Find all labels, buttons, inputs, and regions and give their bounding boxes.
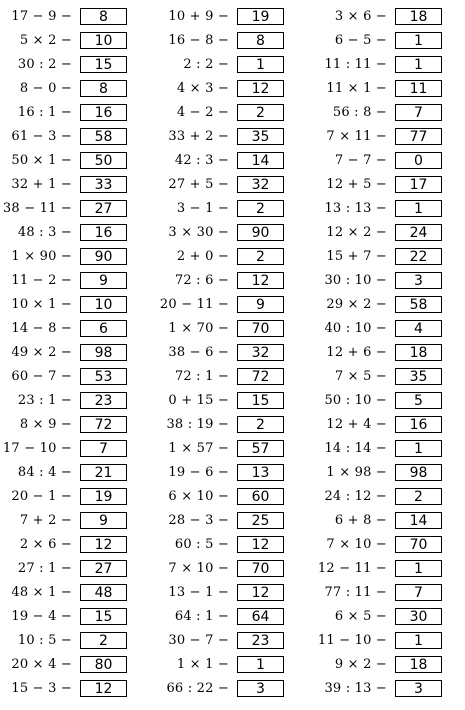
problem-expression: 1 × 70 −: [168, 321, 229, 336]
problem-row: [0, 6, 150, 30]
answer-box: 18: [395, 344, 442, 361]
problem-expression: 6 − 5 −: [334, 33, 387, 48]
problem-expression: 12 − 11 −: [317, 561, 387, 576]
problem-row: [315, 54, 465, 78]
problem-expression: 1 × 57 −: [168, 441, 229, 456]
problem-row: [157, 102, 307, 126]
answer-box: 12: [80, 680, 127, 697]
answer-box: 1: [395, 200, 442, 217]
problem-expression: 7 × 10 −: [326, 537, 387, 552]
problem-expression: 10 + 9 −: [168, 9, 229, 24]
problem-row: [315, 126, 465, 150]
problem-expression: 8 − 0 −: [19, 81, 72, 96]
problem-row: [0, 198, 150, 222]
problem-expression: 14 − 8 −: [11, 321, 72, 336]
problem-expression: 48 × 1 −: [11, 585, 72, 600]
answer-box: 98: [80, 344, 127, 361]
problem-expression: 7 + 2 −: [19, 513, 72, 528]
problem-column-1: [0, 6, 150, 702]
answer-box: 60: [237, 488, 284, 505]
answer-box: 2: [395, 488, 442, 505]
problem-expression: 28 − 3 −: [168, 513, 229, 528]
problem-row: [315, 102, 465, 126]
answer-box: 32: [237, 344, 284, 361]
problem-expression: 6 × 5 −: [334, 609, 387, 624]
problem-row: [0, 54, 150, 78]
problem-expression: 7 × 11 −: [326, 129, 387, 144]
answer-box: 2: [237, 104, 284, 121]
problem-row: [0, 294, 150, 318]
problem-expression: 84 : 4 −: [17, 465, 72, 480]
problem-expression: 2 : 2 −: [183, 57, 229, 72]
problem-expression: 1 × 1 −: [176, 657, 229, 672]
problem-expression: 4 × 3 −: [176, 81, 229, 96]
answer-box: 3: [395, 680, 442, 697]
problem-row: [0, 414, 150, 438]
answer-box: 9: [237, 296, 284, 313]
answer-box: 50: [80, 152, 127, 169]
problem-row: [157, 462, 307, 486]
answer-box: 0: [395, 152, 442, 169]
problem-expression: 11 : 11 −: [324, 57, 387, 72]
problem-row: [315, 6, 465, 30]
problem-row: [315, 438, 465, 462]
answer-box: 80: [80, 656, 127, 673]
problem-expression: 16 − 8 −: [168, 33, 229, 48]
problem-row: [315, 414, 465, 438]
problem-expression: 10 : 5 −: [17, 633, 72, 648]
problem-row: [157, 558, 307, 582]
problem-row: [0, 462, 150, 486]
answer-box: 3: [237, 680, 284, 697]
answer-box: 70: [395, 536, 442, 553]
problem-row: [315, 534, 465, 558]
problem-row: [0, 102, 150, 126]
problem-expression: 32 + 1 −: [11, 177, 72, 192]
problem-row: [157, 582, 307, 606]
problem-row: [157, 606, 307, 630]
answer-box: 16: [395, 416, 442, 433]
answer-box: 15: [237, 392, 284, 409]
answer-box: 14: [237, 152, 284, 169]
answer-box: 23: [237, 632, 284, 649]
problem-expression: 24 : 12 −: [324, 489, 387, 504]
problem-expression: 30 : 2 −: [17, 57, 72, 72]
problem-expression: 23 : 1 −: [17, 393, 72, 408]
problem-row: [157, 414, 307, 438]
problem-row: [315, 366, 465, 390]
problem-row: [315, 462, 465, 486]
problem-expression: 3 × 30 −: [168, 225, 229, 240]
problem-expression: 56 : 8 −: [332, 105, 387, 120]
answer-box: 48: [80, 584, 127, 601]
problem-row: [0, 270, 150, 294]
problem-row: [315, 294, 465, 318]
answer-box: 90: [80, 248, 127, 265]
problem-row: [0, 438, 150, 462]
problem-column-3: [315, 6, 465, 702]
answer-box: 1: [395, 32, 442, 49]
problem-row: [0, 582, 150, 606]
problem-expression: 3 × 6 −: [334, 9, 387, 24]
problem-expression: 12 + 4 −: [326, 417, 387, 432]
problem-row: [315, 390, 465, 414]
answer-box: 4: [395, 320, 442, 337]
problem-row: [157, 438, 307, 462]
problem-expression: 3 − 1 −: [176, 201, 229, 216]
answer-box: 58: [80, 128, 127, 145]
problem-expression: 77 : 11 −: [324, 585, 387, 600]
problem-expression: 7 × 5 −: [334, 369, 387, 384]
problem-row: [0, 654, 150, 678]
problem-expression: 72 : 1 −: [174, 369, 229, 384]
problem-expression: 8 × 9 −: [19, 417, 72, 432]
problem-expression: 38 − 11 −: [2, 201, 72, 216]
problem-expression: 14 : 14 −: [324, 441, 387, 456]
answer-box: 72: [80, 416, 127, 433]
answer-box: 2: [237, 416, 284, 433]
problem-expression: 38 − 6 −: [168, 345, 229, 360]
problem-row: [0, 486, 150, 510]
problem-row: [315, 150, 465, 174]
answer-box: 72: [237, 368, 284, 385]
problem-expression: 66 : 22 −: [166, 681, 229, 696]
answer-box: 98: [395, 464, 442, 481]
answer-box: 2: [237, 248, 284, 265]
answer-box: 12: [237, 272, 284, 289]
answer-box: 2: [237, 200, 284, 217]
answer-box: 35: [237, 128, 284, 145]
answer-box: 90: [237, 224, 284, 241]
answer-box: 15: [80, 56, 127, 73]
problem-expression: 20 − 1 −: [11, 489, 72, 504]
problem-row: [157, 222, 307, 246]
problem-expression: 15 − 3 −: [11, 681, 72, 696]
problem-expression: 20 × 4 −: [11, 657, 72, 672]
problem-row: [157, 486, 307, 510]
problem-expression: 13 : 13 −: [324, 201, 387, 216]
answer-box: 1: [237, 56, 284, 73]
answer-box: 12: [80, 536, 127, 553]
problem-expression: 17 − 10 −: [2, 441, 72, 456]
answer-box: 7: [395, 584, 442, 601]
problem-row: [157, 30, 307, 54]
answer-box: 7: [80, 440, 127, 457]
problem-expression: 40 : 10 −: [324, 321, 387, 336]
problem-expression: 15 + 7 −: [326, 249, 387, 264]
problem-row: [0, 510, 150, 534]
answer-box: 1: [395, 560, 442, 577]
answer-box: 10: [80, 32, 127, 49]
problem-row: [315, 510, 465, 534]
problem-row: [315, 582, 465, 606]
answer-box: 1: [395, 632, 442, 649]
problem-row: [0, 126, 150, 150]
answer-box: 77: [395, 128, 442, 145]
problem-expression: 39 : 13 −: [324, 681, 387, 696]
answer-box: 27: [80, 560, 127, 577]
problem-row: [157, 510, 307, 534]
answer-box: 19: [237, 8, 284, 25]
problem-row: [315, 270, 465, 294]
answer-box: 3: [395, 272, 442, 289]
answer-box: 21: [80, 464, 127, 481]
problem-expression: 6 + 8 −: [334, 513, 387, 528]
answer-box: 8: [237, 32, 284, 49]
problem-expression: 13 − 1 −: [168, 585, 229, 600]
problem-expression: 30 − 7 −: [168, 633, 229, 648]
answer-box: 19: [80, 488, 127, 505]
problem-row: [315, 342, 465, 366]
answer-box: 1: [395, 56, 442, 73]
problem-expression: 29 × 2 −: [326, 297, 387, 312]
problem-expression: 9 × 2 −: [334, 657, 387, 672]
problem-row: [0, 558, 150, 582]
problem-expression: 48 : 3 −: [17, 225, 72, 240]
problem-row: [315, 174, 465, 198]
answer-box: 27: [80, 200, 127, 217]
problem-expression: 11 − 2 −: [11, 273, 72, 288]
problem-row: [0, 246, 150, 270]
answer-box: 12: [237, 80, 284, 97]
problem-expression: 2 + 0 −: [176, 249, 229, 264]
problem-row: [157, 342, 307, 366]
problem-row: [157, 390, 307, 414]
problem-expression: 17 − 9 −: [11, 9, 72, 24]
problem-row: [0, 222, 150, 246]
problem-expression: 20 − 11 −: [159, 297, 229, 312]
answer-box: 70: [237, 560, 284, 577]
problem-column-2: [157, 6, 307, 702]
problem-expression: 19 − 4 −: [11, 609, 72, 624]
problem-row: [315, 486, 465, 510]
problem-expression: 49 × 2 −: [11, 345, 72, 360]
problem-row: [157, 630, 307, 654]
problem-expression: 50 : 10 −: [324, 393, 387, 408]
problem-row: [157, 198, 307, 222]
problem-row: [315, 78, 465, 102]
answer-box: 15: [80, 608, 127, 625]
problem-row: [0, 630, 150, 654]
problem-row: [157, 6, 307, 30]
problem-row: [157, 78, 307, 102]
problem-row: [315, 630, 465, 654]
problem-row: [315, 222, 465, 246]
problem-expression: 60 − 7 −: [11, 369, 72, 384]
answer-box: 16: [80, 224, 127, 241]
problem-expression: 12 + 6 −: [326, 345, 387, 360]
answer-box: 57: [237, 440, 284, 457]
problem-row: [315, 678, 465, 702]
problem-expression: 4 − 2 −: [176, 105, 229, 120]
answer-box: 32: [237, 176, 284, 193]
answer-box: 58: [395, 296, 442, 313]
problem-row: [157, 270, 307, 294]
problem-row: [0, 174, 150, 198]
problem-row: [157, 678, 307, 702]
answer-box: 18: [395, 656, 442, 673]
answer-box: 25: [237, 512, 284, 529]
answer-box: 1: [237, 656, 284, 673]
problem-row: [157, 318, 307, 342]
answer-box: 22: [395, 248, 442, 265]
problem-row: [0, 150, 150, 174]
answer-box: 12: [237, 584, 284, 601]
problem-expression: 61 − 3 −: [11, 129, 72, 144]
answer-box: 33: [80, 176, 127, 193]
problem-expression: 64 : 1 −: [174, 609, 229, 624]
problem-expression: 30 : 10 −: [324, 273, 387, 288]
problem-row: [0, 366, 150, 390]
answer-box: 24: [395, 224, 442, 241]
problem-expression: 33 + 2 −: [168, 129, 229, 144]
problem-row: [0, 78, 150, 102]
answer-box: 6: [80, 320, 127, 337]
problem-expression: 60 : 5 −: [174, 537, 229, 552]
problem-row: [315, 558, 465, 582]
problem-row: [315, 246, 465, 270]
problem-row: [315, 606, 465, 630]
problem-row: [157, 366, 307, 390]
problem-row: [315, 30, 465, 54]
answer-box: 18: [395, 8, 442, 25]
problem-row: [0, 534, 150, 558]
answer-box: 11: [395, 80, 442, 97]
answer-box: 9: [80, 272, 127, 289]
problem-row: [157, 534, 307, 558]
problem-expression: 27 + 5 −: [168, 177, 229, 192]
problem-row: [157, 174, 307, 198]
answer-box: 23: [80, 392, 127, 409]
problem-row: [315, 318, 465, 342]
problem-expression: 6 × 10 −: [168, 489, 229, 504]
answer-box: 13: [237, 464, 284, 481]
answer-box: 35: [395, 368, 442, 385]
problem-expression: 7 × 10 −: [168, 561, 229, 576]
problem-expression: 0 + 15 −: [168, 393, 229, 408]
problem-row: [315, 654, 465, 678]
problem-expression: 42 : 3 −: [174, 153, 229, 168]
problem-row: [0, 30, 150, 54]
problem-row: [0, 318, 150, 342]
problem-row: [157, 246, 307, 270]
problem-expression: 5 × 2 −: [19, 33, 72, 48]
answer-box: 5: [395, 392, 442, 409]
answer-box: 9: [80, 512, 127, 529]
problem-expression: 12 + 5 −: [326, 177, 387, 192]
problem-row: [157, 126, 307, 150]
answer-box: 70: [237, 320, 284, 337]
answer-box: 12: [237, 536, 284, 553]
problem-row: [0, 390, 150, 414]
problem-expression: 7 − 7 −: [334, 153, 387, 168]
answer-box: 14: [395, 512, 442, 529]
answer-box: 8: [80, 8, 127, 25]
problem-expression: 50 × 1 −: [11, 153, 72, 168]
answer-box: 10: [80, 296, 127, 313]
problem-expression: 11 − 10 −: [317, 633, 387, 648]
problem-row: [0, 342, 150, 366]
problem-row: [157, 150, 307, 174]
answer-box: 17: [395, 176, 442, 193]
problem-expression: 19 − 6 −: [168, 465, 229, 480]
problem-expression: 38 : 19 −: [166, 417, 229, 432]
problem-expression: 12 × 2 −: [326, 225, 387, 240]
problem-expression: 10 × 1 −: [11, 297, 72, 312]
answer-box: 53: [80, 368, 127, 385]
problem-row: [157, 654, 307, 678]
problem-expression: 72 : 6 −: [174, 273, 229, 288]
answer-box: 64: [237, 608, 284, 625]
problem-expression: 2 × 6 −: [19, 537, 72, 552]
problem-row: [157, 294, 307, 318]
problem-expression: 27 : 1 −: [17, 561, 72, 576]
problem-expression: 11 × 1 −: [326, 81, 387, 96]
problem-row: [0, 606, 150, 630]
answer-box: 7: [395, 104, 442, 121]
answer-box: 8: [80, 80, 127, 97]
answer-box: 16: [80, 104, 127, 121]
problem-expression: 16 : 1 −: [17, 105, 72, 120]
problem-row: [157, 54, 307, 78]
answer-box: 2: [80, 632, 127, 649]
problem-expression: 1 × 90 −: [11, 249, 72, 264]
answer-box: 30: [395, 608, 442, 625]
answer-box: 1: [395, 440, 442, 457]
problem-expression: 1 × 98 −: [326, 465, 387, 480]
problem-row: [315, 198, 465, 222]
problem-row: [0, 678, 150, 702]
